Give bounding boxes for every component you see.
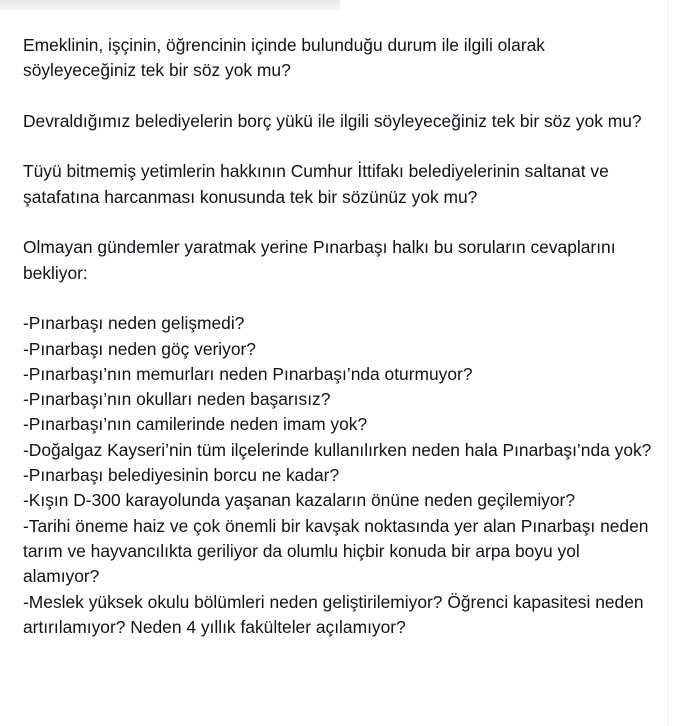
paragraph-3: Tüyü bitmemiş yetimlerin hakkının Cumhur İttifakı belediyelerinin saltanat ve şatafatına harcanması konusunda tek bir sözünüz yok mu? [23,161,609,207]
paragraph-1: Emeklinin, işçinin, öğrencinin içinde bulunduğu durum ile ilgili olarak söyleyeceğiniz tek bir söz yok mu? [23,35,545,81]
question-item: -Pınarbaşı neden göç veriyor? [23,338,256,359]
question-item: -Meslek yüksek okulu bölümleri neden geliştirilemiyor? Öğrenci kapasitesi neden artırılamıyor? Neden 4 yıllık fakülteler açılamıyor? [23,591,644,637]
question-item: -Kışın D-300 karayolunda yaşanan kazaların önüne neden geçilemiyor? [23,490,576,511]
question-item: -Pınarbaşı neden gelişmedi? [23,313,245,334]
question-item: -Pınarbaşı belediyesinin borcu ne kadar? [23,465,340,486]
question-item: -Pınarbaşı’nın camilerinde neden imam yok? [23,414,368,435]
tweet-text [23,33,653,640]
question-list [23,311,653,640]
question-item: -Tarihi öneme haiz ve çok önemli bir kavşak noktasında yer alan Pınarbaşı neden tarım ve hayvancılıkta geriliyor da olumlu hiçbir konuda bir arpa boyu yol alamıyor? [23,515,649,587]
paragraph-2: Devraldığımız belediyelerin borç yükü ile ilgili söyleyeceğiniz tek bir söz yok mu? [23,110,642,131]
column-border [668,0,669,726]
paragraph-4: Olmayan gündemler yaratmak yerine Pınarbaşı halkı bu soruların cevaplarını bekliyor: [23,237,616,283]
question-item: -Pınarbaşı’nın okulları neden başarısız? [23,389,331,410]
top-fade [0,0,340,10]
question-item: -Pınarbaşı’nın memurları neden Pınarbaşı’nda oturmuyor? [23,363,473,384]
question-item: -Doğalgaz Kayseri’nin tüm ilçelerinde kullanılırken neden hala Pınarbaşı’nda yok? [23,439,652,460]
